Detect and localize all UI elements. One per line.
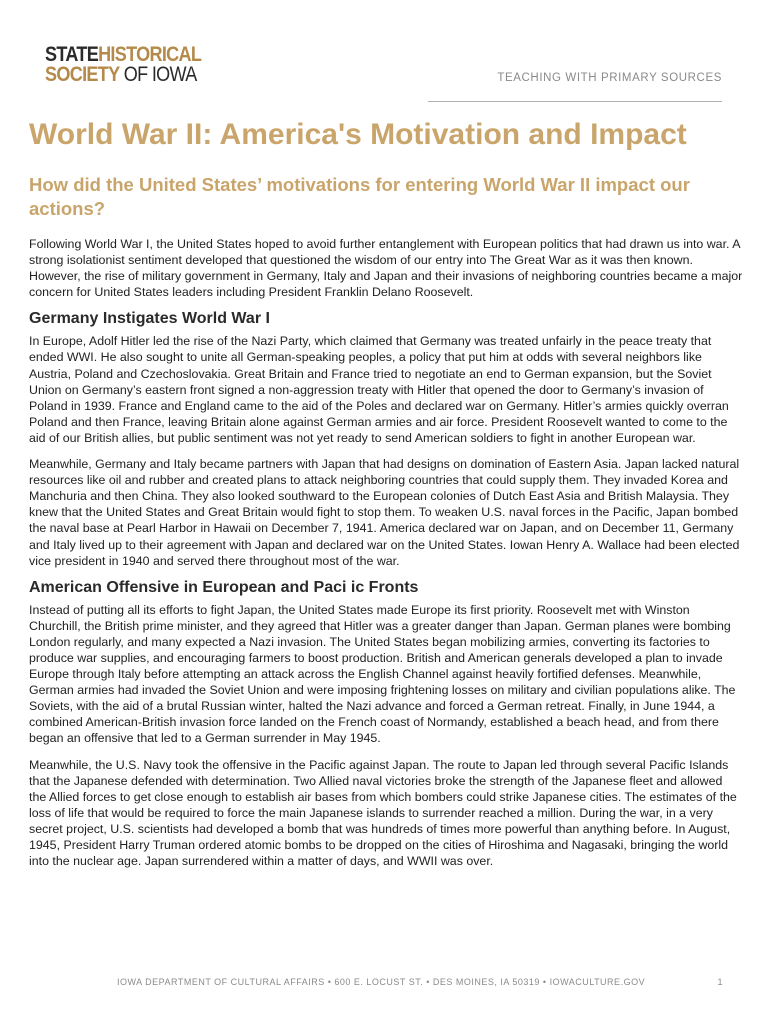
paragraph: In Europe, Adolf Hitler led the rise of the Nazi Party, which claimed that Germany was treated unfairly in the peace treaty that ended WWI. He also sought to unite all German-speaking peoples, a policy that put him at odds with several neighbors like Austria, Poland and Czechoslovakia. Great Britain and France tried to negotiate an end to German expansion, but the Soviet Union on Germany’s eastern front signed a non-aggression treaty with Hitler that opened the door to Germany’s invasion of Poland in 1939. France and England came to the aid of the Poles and declared war on Germany. Hitler’s armies quickly overran Poland and then France, leaving Britain alone against German armies and air force. President Roosevelt wanted to come to the aid of our British allies, but public sentiment was not yet ready to send American soldiers to fight in another European war. xyxy=(29,334,729,445)
section-heading-offensive: American Offensive in European and Paci ic Fronts xyxy=(29,578,419,596)
page-footer xyxy=(0,977,768,991)
section-heading-germany: Germany Instigates World War I xyxy=(29,310,270,328)
header-divider xyxy=(428,101,722,102)
logo xyxy=(45,45,227,85)
logo-line-1: STATEHISTORICAL xyxy=(45,43,202,66)
page-title: World War II: America's Motivation and Impact xyxy=(29,118,687,151)
article-body xyxy=(29,236,743,879)
logo-line-2: SOCIETY OF IOWA xyxy=(45,62,197,86)
footer-address: IOWA DEPARTMENT OF CULTURAL AFFAIRS • 600 E. LOCUST ST. • DES MOINES, IA 50319 • IOWACULTURE.GOV xyxy=(117,977,646,987)
header-tagline: TEACHING WITH PRIMARY SOURCES xyxy=(497,72,722,84)
paragraph: Meanwhile, Germany and Italy became partners with Japan that had designs on domination of Eastern Asia. Japan lacked natural resources like oil and rubber and created plans to attack neighboring countries that could supply them. They invaded Korea and Manchuria and then China. They also looked southward to the European colonies of Dutch East Asia and British Malaysia. They knew that the United States and Great Britain would fight to stop them. To weaken U.S. naval forces in the Pacific, Japan bombed the naval base at Pearl Harbor in Hawaii on December 7, 1941. America declared war on Japan, and on December 11, Germany and Italy lived up to their agreement with Japan and declared war on the United States. Iowan Henry A. Wallace had been elected vice president in 1940 and served there throughout most of the war. xyxy=(29,457,740,568)
page-number: 1 xyxy=(717,977,723,987)
intro-paragraph: Following World War I, the United States hoped to avoid further entanglement with European politics that had drawn us into war. A strong isolationist sentiment developed that questioned the wisdom of our entry into The Great War as it was then known. However, the rise of military government in Germany, Italy and Japan and their invasions of neighboring countries became a major concern for United States leaders including President Franklin Delano Roosevelt. xyxy=(29,237,743,300)
page-subtitle: How did the United States’ motivations for entering World War II impact our actions? xyxy=(29,174,690,219)
paragraph: Instead of putting all its efforts to fight Japan, the United States made Europe its first priority. Roosevelt met with Winston Churchill, the British prime minister, and they agreed that Hitler was a greater danger than Japan. German planes were bombing London regularly, and many expected a Nazi invasion. The United States began mobilizing armies, converting its factories to produce war supplies, and encouraging farmers to boost production. British and American generals developed a plan to invade Europe through Italy before attempting an attack across the English Channel against heavily fortified defenses. Meanwhile, German armies had invaded the Soviet Union and were imposing frightening losses on military and civilian populations alike. The Soviets, with the aid of a brutal Russian winter, halted the Nazi advance and forced a German retreat. Finally, in June 1944, a combined American-British invasion force landed on the French coast of Normandy, established a beach head, and from there began an offensive that led to a German surrender in May 1945. xyxy=(29,602,736,746)
paragraph: Meanwhile, the U.S. Navy took the offensive in the Pacific against Japan. The route to Japan led through several Pacific Islands that the Japanese defended with determination. Two Allied naval victories broke the strength of the Japanese fleet and allowed the Allied forces to get close enough to establish air bases from which bombers could strike Japanese cities. The estimates of the loss of life that would be required to force the main Japanese islands to surrender reached a million. During the war, in a very secret project, U.S. scientists had developed a bomb that was hundreds of times more powerful than anything before. In August, 1945, President Harry Truman ordered atomic bombs to be dropped on the cities of Hiroshima and Nagasaki, bringing the world into the nuclear age. Japan surrendered within a matter of days, and WWII was over. xyxy=(29,757,737,869)
